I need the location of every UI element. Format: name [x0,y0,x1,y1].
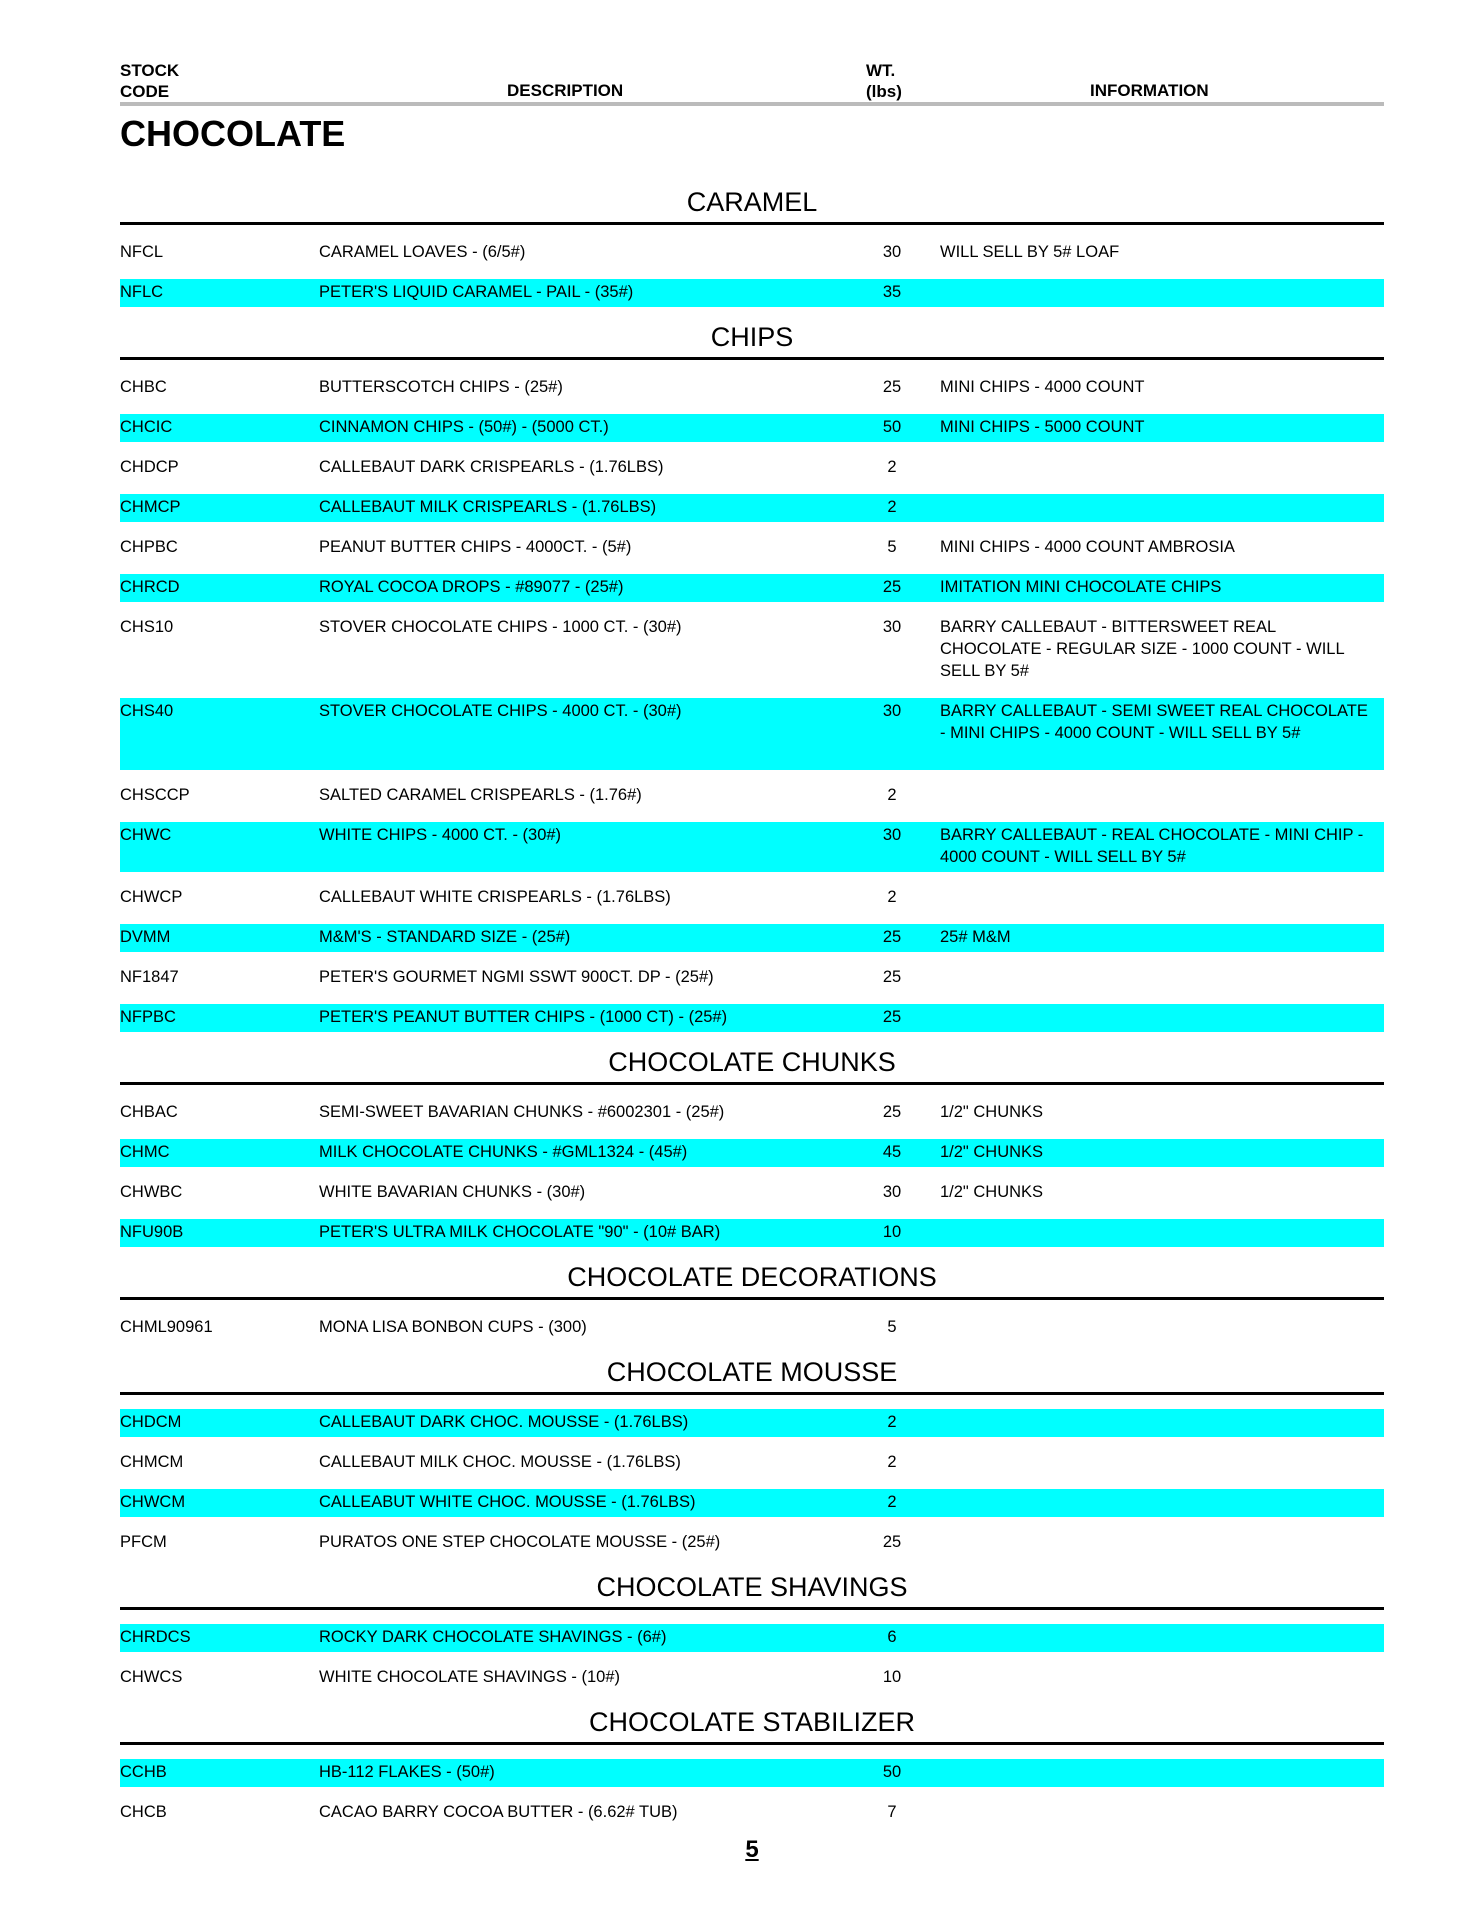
weight-cell: 2 [887,1453,897,1471]
information-cell: 25# M&M [940,928,1011,946]
table-row [120,884,1384,912]
section-title: CHOCOLATE STABILIZER [120,1704,1384,1745]
stock-code-cell: CHMCM [120,1453,184,1471]
table-row [120,822,1384,872]
weight-cell: 5 [887,1318,897,1336]
weight-cell: 25 [882,578,902,596]
information-cell [920,1411,1370,1437]
column-header [120,56,1384,104]
information-cell [920,456,1370,482]
description-cell: CINNAMON CHIPS - (50#) - (5000 CT.) [319,418,609,436]
stock-code-cell: CHWC [120,826,172,844]
weight-cell: 2 [887,888,897,906]
weight-cell: 2 [887,786,897,804]
stock-code-cell: CHWCS [120,1668,183,1686]
weight-cell: 6 [887,1628,897,1646]
description-cell: CALLEBAUT WHITE CRISPEARLS - (1.76LBS) [319,888,671,906]
weight-cell: 50 [882,1763,902,1781]
header-divider [120,102,1384,106]
section-title: CHOCOLATE CHUNKS [120,1044,1384,1085]
table-row [120,1799,1384,1827]
description-cell: BUTTERSCOTCH CHIPS - (25#) [319,378,563,396]
table-row [120,1529,1384,1557]
information-cell [920,1006,1370,1032]
stock-code-cell: CHS10 [120,618,174,636]
stock-code-cell: CHMCP [120,498,181,516]
information-cell: IMITATION MINI CHOCOLATE CHIPS [940,578,1222,596]
table-row [120,782,1384,810]
information-cell [920,1221,1370,1247]
weight-cell: 25 [882,928,902,946]
weight-header-line1: WT. [866,61,896,80]
information-header: INFORMATION [1090,81,1209,100]
description-cell: PETER'S PEANUT BUTTER CHIPS - (1000 CT) - (25#) [319,1008,728,1026]
weight-header-line2: (lbs) [866,82,902,101]
description-cell: SEMI-SWEET BAVARIAN CHUNKS - #6002301 - (25#) [319,1103,725,1121]
information-cell [920,1761,1370,1787]
weight-cell: 50 [882,418,902,436]
stock-code-header-line2: CODE [120,82,170,101]
information-cell: MINI CHIPS - 5000 COUNT [940,418,1145,436]
weight-cell: 5 [887,538,897,556]
table-row [120,1139,1384,1167]
description-cell: MILK CHOCOLATE CHUNKS - #GML1324 - (45#) [319,1143,688,1161]
section-gap [120,1610,1384,1624]
information-cell: BARRY CALLEBAUT - SEMI SWEET REAL CHOCOLATE - MINI CHIPS - 4000 COUNT - WILL SELL BY 5# [940,702,1368,742]
description-cell: ROCKY DARK CHOCOLATE SHAVINGS - (6#) [319,1628,667,1646]
stock-code-cell: CHRCD [120,578,180,596]
table-row [120,1624,1384,1652]
description-header: DESCRIPTION [507,81,624,100]
information-cell: BARRY CALLEBAUT - BITTERSWEET REAL CHOCOLATE - REGULAR SIZE - 1000 COUNT - WILL SELL BY 5# [940,618,1345,680]
information-cell: WILL SELL BY 5# LOAF [940,243,1120,261]
stock-code-cell: CHWCP [120,888,183,906]
description-cell: PEANUT BUTTER CHIPS - 4000CT. - (5#) [319,538,632,556]
description-cell: PURATOS ONE STEP CHOCOLATE MOUSSE - (25#) [319,1533,721,1551]
information-cell: MINI CHIPS - 4000 COUNT [940,378,1145,396]
table-row [120,414,1384,442]
weight-cell: 30 [882,618,902,636]
table-row [120,1449,1384,1477]
description-cell: CALLEBAUT DARK CRISPEARLS - (1.76LBS) [319,458,664,476]
stock-code-cell: NFCL [120,243,164,261]
stock-code-header-line1: STOCK [120,61,180,80]
table-row [120,614,1384,686]
stock-code-header [120,60,179,102]
table-row [120,698,1384,770]
information-cell [920,966,1370,992]
information-cell: MINI CHIPS - 4000 COUNT AMBROSIA [940,538,1235,556]
description-cell: PETER'S LIQUID CARAMEL - PAIL - (35#) [319,283,634,301]
section-title: CHIPS [120,319,1384,360]
table-row [120,1219,1384,1247]
table-row [120,964,1384,992]
stock-code-cell: CHBC [120,378,167,396]
product-table [120,170,1384,1839]
section-gap [120,1395,1384,1409]
section-gap [120,225,1384,239]
page-title: CHOCOLATE [120,113,346,154]
section-title: CARAMEL [120,184,1384,225]
information-cell [920,1801,1370,1827]
weight-cell: 2 [887,498,897,516]
information-cell [920,1626,1370,1652]
weight-cell: 25 [882,1103,902,1121]
weight-cell: 10 [882,1668,902,1686]
weight-header [866,60,902,102]
description-cell: WHITE CHIPS - 4000 CT. - (30#) [319,826,562,844]
information-cell [920,1531,1370,1557]
table-row [120,1004,1384,1032]
section-gap [120,1300,1384,1314]
stock-code-cell: DVMM [120,928,171,946]
description-cell: CALLEABUT WHITE CHOC. MOUSSE - (1.76LBS) [319,1493,696,1511]
weight-cell: 7 [887,1803,897,1821]
table-row [120,574,1384,602]
description-cell: PETER'S ULTRA MILK CHOCOLATE "90" - (10# BAR) [319,1223,721,1241]
stock-code-cell: CCHB [120,1763,167,1781]
description-cell: M&M'S - STANDARD SIZE - (25#) [319,928,571,946]
table-row [120,1664,1384,1692]
stock-code-cell: NFLC [120,283,164,301]
weight-cell: 30 [882,826,902,844]
weight-cell: 30 [882,702,902,720]
stock-code-cell: CHWBC [120,1183,183,1201]
table-row [120,454,1384,482]
table-row [120,494,1384,522]
weight-cell: 25 [882,378,902,396]
stock-code-cell: NF1847 [120,968,179,986]
description-cell: SALTED CARAMEL CRISPEARLS - (1.76#) [319,786,642,804]
weight-cell: 25 [882,1533,902,1551]
information-cell [920,1451,1370,1477]
information-cell [920,1491,1370,1517]
section-gap [120,1085,1384,1099]
information-cell: 1/2" CHUNKS [940,1103,1044,1121]
information-cell: 1/2" CHUNKS [940,1183,1044,1201]
table-row [120,374,1384,402]
information-cell [920,1316,1370,1342]
description-cell: STOVER CHOCOLATE CHIPS - 4000 CT. - (30#) [319,702,682,720]
stock-code-cell: CHCIC [120,418,173,436]
weight-cell: 2 [887,1413,897,1431]
description-cell: STOVER CHOCOLATE CHIPS - 1000 CT. - (30#) [319,618,682,636]
table-row [120,1179,1384,1207]
stock-code-cell: CHML90961 [120,1318,213,1336]
information-cell: BARRY CALLEBAUT - REAL CHOCOLATE - MINI CHIP - 4000 COUNT - WILL SELL BY 5# [940,826,1364,866]
stock-code-cell: CHCB [120,1803,167,1821]
section-gap [120,360,1384,374]
table-row [120,1489,1384,1517]
weight-cell: 2 [887,1493,897,1511]
table-row [120,1759,1384,1787]
information-cell [920,784,1370,810]
table-row [120,1314,1384,1342]
stock-code-cell: CHPBC [120,538,178,556]
information-cell [920,886,1370,912]
table-row [120,1409,1384,1437]
description-cell: ROYAL COCOA DROPS - #89077 - (25#) [319,578,624,596]
description-cell: CALLEBAUT DARK CHOC. MOUSSE - (1.76LBS) [319,1413,689,1431]
weight-cell: 10 [882,1223,902,1241]
description-cell: CALLEBAUT MILK CRISPEARLS - (1.76LBS) [319,498,657,516]
table-row [120,924,1384,952]
description-cell: CALLEBAUT MILK CHOC. MOUSSE - (1.76LBS) [319,1453,681,1471]
table-row [120,239,1384,267]
stock-code-cell: CHBAC [120,1103,178,1121]
information-cell [920,496,1370,522]
information-cell [920,1666,1370,1692]
table-row [120,279,1384,307]
page-number: 5 [745,1836,759,1863]
section-title: CHOCOLATE SHAVINGS [120,1569,1384,1610]
weight-cell: 30 [882,1183,902,1201]
weight-cell: 45 [882,1143,902,1161]
weight-cell: 2 [887,458,897,476]
section-title: CHOCOLATE MOUSSE [120,1354,1384,1395]
stock-code-cell: CHRDCS [120,1628,191,1646]
stock-code-cell: CHMC [120,1143,170,1161]
table-row [120,534,1384,562]
weight-cell: 25 [882,968,902,986]
weight-cell: 35 [882,283,902,301]
weight-cell: 30 [882,243,902,261]
description-cell: CACAO BARRY COCOA BUTTER - (6.62# TUB) [319,1803,678,1821]
stock-code-cell: NFU90B [120,1223,184,1241]
description-cell: CARAMEL LOAVES - (6/5#) [319,243,526,261]
stock-code-cell: NFPBC [120,1008,176,1026]
description-cell: PETER'S GOURMET NGMI SSWT 900CT. DP - (25#) [319,968,714,986]
section-gap [120,1745,1384,1759]
stock-code-cell: CHWCM [120,1493,186,1511]
description-cell: HB-112 FLAKES - (50#) [319,1763,495,1781]
table-row [120,1099,1384,1127]
information-cell [920,281,1370,307]
description-cell: MONA LISA BONBON CUPS - (300) [319,1318,587,1336]
stock-code-cell: CHDCM [120,1413,182,1431]
stock-code-cell: PFCM [120,1533,167,1551]
stock-code-cell: CHSCCP [120,786,190,804]
weight-cell: 25 [882,1008,902,1026]
stock-code-cell: CHS40 [120,702,174,720]
description-cell: WHITE BAVARIAN CHUNKS - (30#) [319,1183,586,1201]
information-cell: 1/2" CHUNKS [940,1143,1044,1161]
stock-code-cell: CHDCP [120,458,179,476]
section-title: CHOCOLATE DECORATIONS [120,1259,1384,1300]
description-cell: WHITE CHOCOLATE SHAVINGS - (10#) [319,1668,621,1686]
